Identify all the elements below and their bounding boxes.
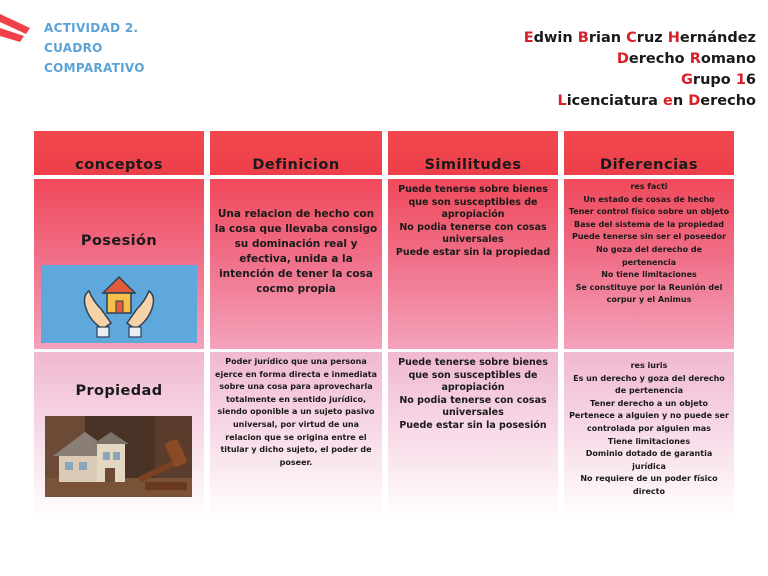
logo-icon [0,12,32,46]
definition-text: Poder jurídico que una persona ejerce en forma directa e inmediata sobre una cosa para aprovecharla totalmente en sentido jurídico, siendo oponible a un sujeto pasivo universal, por virtud de una relacion que se origina entre el titular y dicho sujeto, el poder de poseer. [215,357,377,467]
difference-item: No tiene limitaciones [601,270,697,280]
column-header-similarities: Similitudes [388,131,558,175]
column-header-concepts: conceptos [34,131,204,175]
concept-label: Propiedad [75,383,163,399]
similarity-item: Puede estar sin la posesión [399,419,547,431]
similarity-item: Puede tenerse sobre bienes que son susceptibles de apropiación [398,184,548,221]
house-and-gavel-icon [45,416,192,497]
difference-item: Tener derecho a un objeto [590,398,708,408]
column-header-differences: Diferencias [564,131,734,175]
difference-item: Un estado de cosas de hecho [583,194,715,204]
word-initial: H [667,30,680,46]
similarity-item: Puede tenerse sobre bienes que son susceptibles de apropiación [398,357,548,394]
definition-cell-posesion [210,179,382,349]
word-initial: R [689,51,701,67]
house-in-hands-icon [41,265,197,343]
word-initial: B [577,30,589,46]
similarity-item: No podia tenerse con cosas universales [399,394,547,419]
difference-item: Pertenece a alguien y no puede ser controlada por alguien mas [569,411,729,433]
difference-item: Es un derecho y goza del derecho de pertenencia [573,373,725,396]
column-header-definition: Definicion [210,131,382,175]
author-block [524,28,756,112]
difference-item: Tener control físico sobre un objeto [568,207,730,217]
course-name: Derecho Romano [616,51,756,67]
word-initial: 1 [735,72,746,88]
difference-item: Tiene limitaciones [607,436,691,446]
differences-list [568,181,730,307]
word-initial: C [626,30,637,46]
similarity-item: No podia tenerse con cosas universales [399,221,547,246]
difference-item: Dominio dotado de garantia jurídica [585,449,713,471]
concept-label: Posesión [80,233,158,249]
similarities-cell-posesion [388,179,558,349]
word-initial: D [688,93,701,109]
difference-item: No requiere de un poder físico directo [580,474,718,496]
author-name: Edwin Brian Cruz Hernández [523,30,756,46]
degree-name: Licenciatura en Derecho [557,93,756,109]
word-initial: G [681,72,693,88]
difference-item: res facti [630,182,668,191]
group-name: Grupo 16 [681,72,756,88]
definition-text: Una relacion de hecho con la cosa que llevaba consigo su dominación real y efectiva, unida a la intención de tener la cosa cocmo propia [214,208,378,295]
similarities-list [392,357,554,433]
activity-title [44,18,145,78]
concept-cell-posesion [34,179,204,349]
difference-item: Se constituye por la Reunión del corpur y el Animus [575,282,723,305]
similarity-item: Puede estar sin la propiedad [395,246,551,258]
differences-cell-propiedad [564,352,734,520]
activity-line: COMPARATIVO [44,61,145,75]
difference-item: No goza del derecho de pertenencia [595,244,703,267]
word-initial: L [557,93,567,109]
difference-item: Puede tenerse sin ser el poseedor [571,232,727,242]
definition-cell-propiedad [210,352,382,520]
similarities-list [392,184,554,260]
differences-list [568,360,730,499]
similarities-cell-propiedad [388,352,558,520]
word-initial: E [523,30,534,46]
word-initial: e [663,93,673,109]
activity-line: CUADRO [44,41,103,55]
word-initial: D [616,51,629,67]
difference-item: res iuris [630,361,668,370]
differences-cell-posesion [564,179,734,349]
concept-cell-propiedad [34,352,204,520]
activity-line: ACTIVIDAD 2. [44,21,139,35]
difference-item: Base del sistema de la propiedad [574,219,724,229]
